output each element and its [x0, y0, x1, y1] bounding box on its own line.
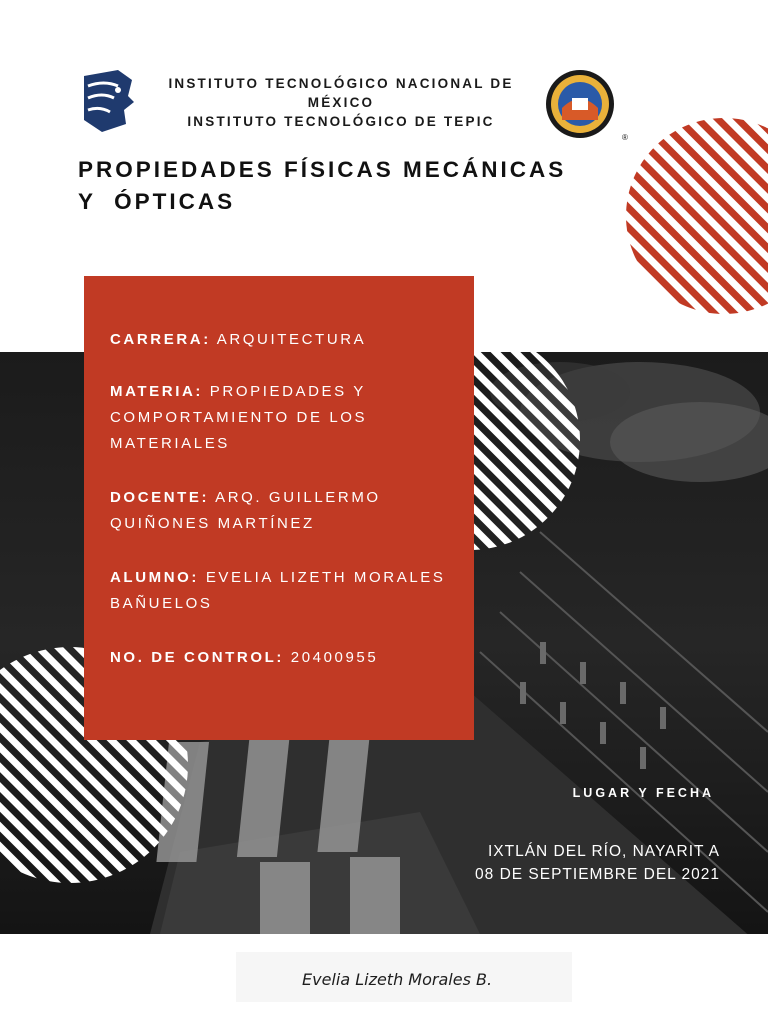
field-alumno: [110, 565, 460, 617]
institution-line-1: INSTITUTO TECNOLÓGICO NACIONAL DE MÉXICO: [168, 76, 514, 110]
field-materia: [110, 379, 460, 457]
institution-line-2: INSTITUTO TECNOLÓGICO DE TEPIC: [187, 114, 495, 129]
docente-value: ARQ. GUILLERMO QUIÑONES MARTÍNEZ: [110, 489, 381, 532]
alumno-label: ALUMNO:: [110, 569, 200, 586]
signature-box: [236, 952, 572, 1002]
svg-text:®: ®: [622, 133, 628, 142]
document-title: [78, 154, 648, 218]
lugar-fecha-label: LUGAR Y FECHA: [572, 786, 714, 800]
materia-label: MATERIA:: [110, 383, 204, 400]
carrera-value: ARQUITECTURA: [216, 331, 367, 348]
control-value: 20400955: [290, 649, 379, 666]
lugar-line-2: 08 DE SEPTIEMBRE DEL 2021: [475, 866, 720, 883]
carrera-label: CARRERA:: [110, 331, 211, 348]
info-card: [84, 276, 474, 740]
ittepic-seal-icon: [542, 68, 628, 144]
title-line-2: Y ÓPTICAS: [78, 189, 236, 214]
docente-label: DOCENTE:: [110, 489, 210, 506]
institution-header: [148, 74, 534, 131]
lugar-fecha-text: [400, 840, 720, 886]
signature-text: Evelia Lizeth Morales B.: [302, 970, 493, 989]
title-line-1: PROPIEDADES FÍSICAS MECÁNICAS: [78, 157, 567, 182]
control-label: NO. DE CONTROL:: [110, 649, 284, 666]
field-carrera: [110, 327, 460, 353]
alumno-value: EVELIA LIZETH MORALES BAÑUELOS: [110, 569, 446, 612]
field-docente: [110, 485, 460, 537]
field-control: [110, 645, 460, 671]
lugar-line-1: IXTLÁN DEL RÍO, NAYARIT A: [487, 843, 720, 860]
materia-value: PROPIEDADES Y COMPORTAMIENTO DE LOS MATERIALES: [110, 383, 368, 452]
tecnm-eagle-logo-icon: [78, 66, 138, 136]
